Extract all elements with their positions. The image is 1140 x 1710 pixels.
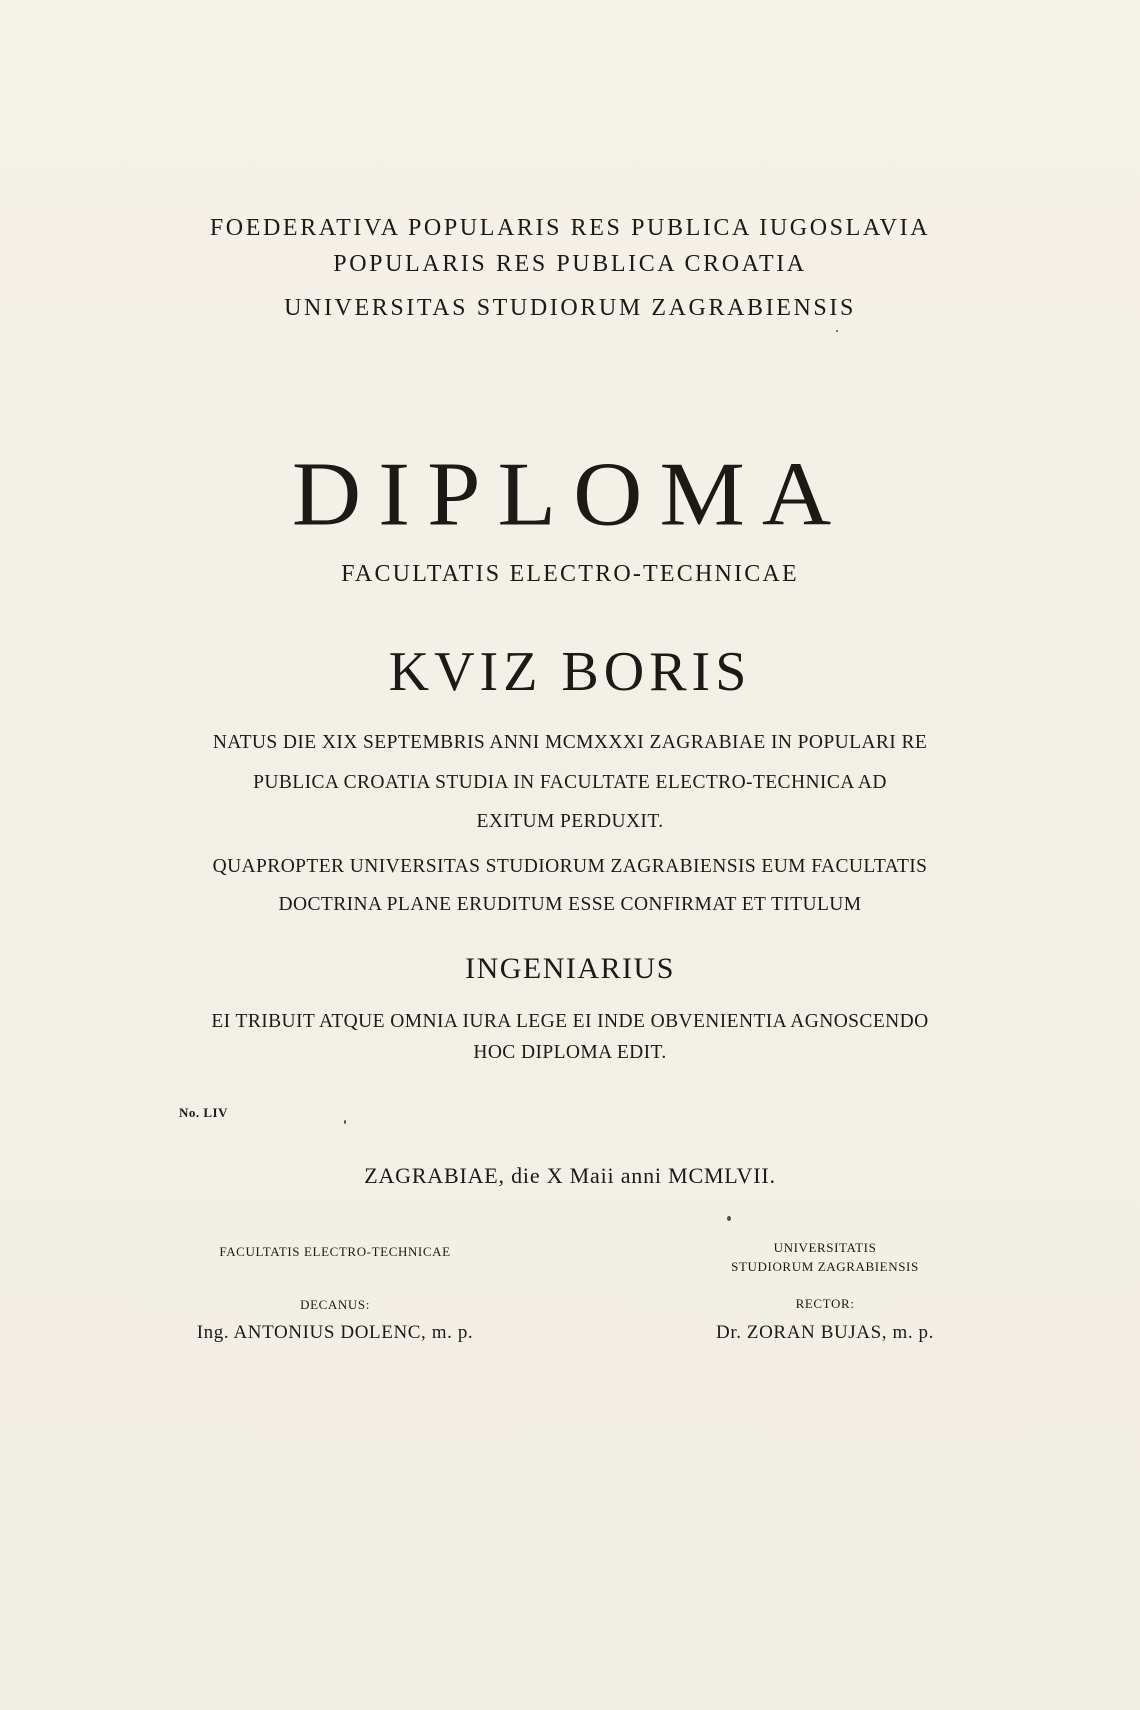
diploma-title: DIPLOMA	[291, 442, 849, 545]
rector-institution-line-1: UNIVERSITATIS	[773, 1240, 877, 1255]
paper-speck	[344, 1120, 346, 1124]
body-line-7: HOC DIPLOMA EDIT.	[473, 1042, 667, 1063]
body-line-1: NATUS DIE XIX SEPTEMBRIS ANNI MCMXXXI ZAGRABIAE IN POPULARI RE	[212, 732, 928, 753]
degree-title: INGENIARIUS	[465, 952, 675, 985]
paper-speck	[727, 1216, 731, 1221]
rector-name: Dr. ZORAN BUJAS, m. p.	[716, 1322, 934, 1343]
rector-institution-line-2: STUDIORUM ZAGRABIENSIS	[731, 1259, 919, 1274]
dean-name: Ing. ANTONIUS DOLENC, m. p.	[196, 1322, 474, 1343]
body-line-2: PUBLICA CROATIA STUDIA IN FACULTATE ELECTRO-TECHNICA AD	[253, 772, 887, 793]
header-republic: POPULARIS RES PUBLICA CROATIA	[333, 251, 807, 277]
body-line-5: DOCTRINA PLANE ERUDITUM ESSE CONFIRMAT ET TITULUM	[278, 894, 862, 915]
place-and-date: ZAGRABIAE, die X Maii anni MCMLVII.	[364, 1163, 776, 1188]
header-university: UNIVERSITAS STUDIORUM ZAGRABIENSIS	[284, 295, 856, 321]
recipient-name: KVIZ BORIS	[388, 641, 752, 703]
rector-role: RECTOR:	[795, 1296, 855, 1311]
body-line-3: EXITUM PERDUXIT.	[476, 811, 664, 832]
paper-speck	[836, 330, 838, 332]
diploma-number: No. LIV	[179, 1105, 229, 1120]
faculty-name: FACULTATIS ELECTRO-TECHNICAE	[341, 561, 799, 587]
body-line-6: EI TRIBUIT ATQUE OMNIA IURA LEGE EI INDE OBVENIENTIA AGNOSCENDO	[211, 1011, 929, 1032]
dean-institution: FACULTATIS ELECTRO-TECHNICAE	[219, 1244, 451, 1259]
body-line-4: QUAPROPTER UNIVERSITAS STUDIORUM ZAGRABIENSIS EUM FACULTATIS	[212, 856, 928, 877]
header-federation: FOEDERATIVA POPULARIS RES PUBLICA IUGOSLAVIA	[209, 215, 931, 241]
dean-role: DECANUS:	[300, 1297, 370, 1312]
